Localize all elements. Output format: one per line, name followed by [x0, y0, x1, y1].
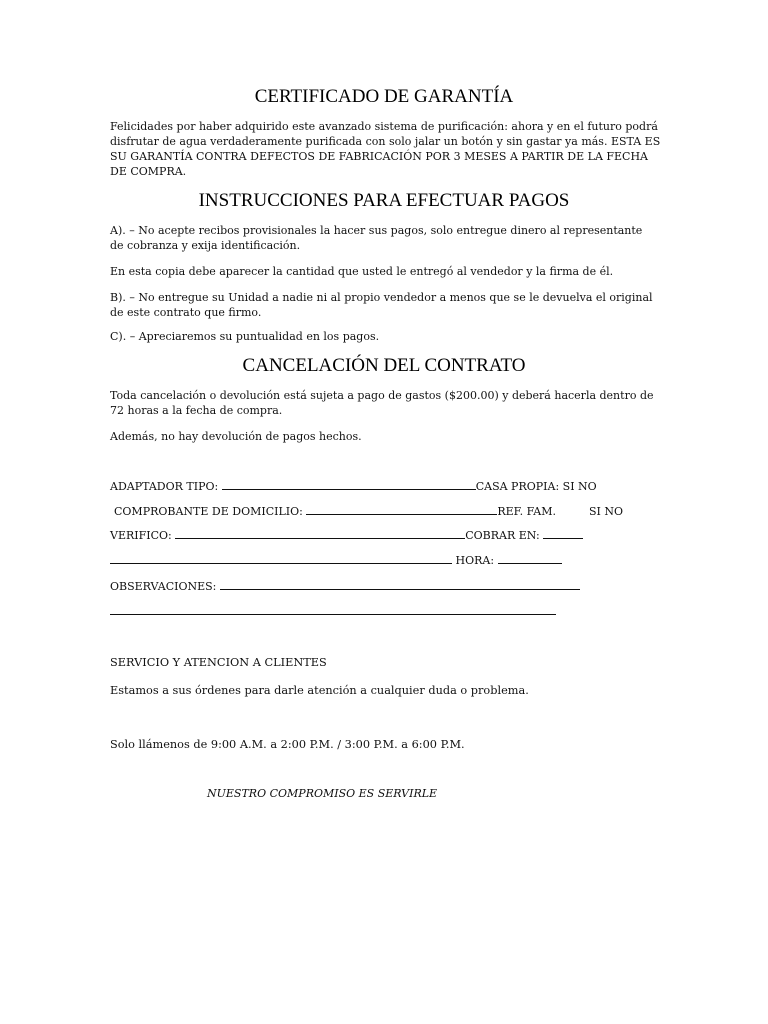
hora-row — [110, 553, 562, 569]
verifico-label: VERIFICO: — [110, 529, 172, 542]
comprobante-label: COMPROBANTE DE DOMICILIO: — [114, 505, 303, 518]
verifico-row — [110, 528, 583, 544]
warranty-title: CERTIFICADO DE GARANTÍA — [254, 86, 514, 107]
cancellation-title: CANCELACIÓN DEL CONTRATO — [242, 355, 526, 376]
warranty-line-4: DE COMPRA. — [110, 165, 187, 178]
hora-input-line[interactable] — [498, 553, 562, 564]
payments-copy-note: En esta copia debe aparecer la cantidad que usted le entregó al vendedor y la firma de él. — [110, 265, 614, 278]
payments-b-line-1: B). – No entregue su Unidad a nadie ni al propio vendedor a menos que se le devuelva el original — [110, 291, 653, 304]
adaptador-input-line[interactable] — [222, 479, 476, 490]
payments-a-line-1: A). – No acepte recibos provisionales la hacer sus pagos, solo entregue dinero al representante — [110, 224, 643, 237]
casa-propia-label: CASA PROPIA: — [475, 480, 560, 493]
warranty-line-2: disfrutar de agua verdaderamente purificada con solo jalar un botón y sin gastar ya más. ESTA ES — [110, 135, 661, 148]
service-slogan: NUESTRO COMPROMISO ES SERVIRLE — [207, 787, 438, 800]
ref-fam-options[interactable]: SI NO — [588, 505, 623, 518]
payments-b-line-2: de este contrato que firmo. — [110, 306, 262, 319]
casa-propia-options[interactable]: SI NO — [562, 480, 597, 493]
cancellation-line-2: 72 horas a la fecha de compra. — [110, 404, 283, 417]
observaciones-input-line[interactable] — [220, 579, 580, 590]
verifico-input-line[interactable] — [175, 528, 465, 539]
cobrar-en-label: COBRAR EN: — [465, 529, 540, 542]
blank-input-line[interactable] — [110, 553, 452, 564]
cancellation-line-1: Toda cancelación o devolución está sujeta a pago de gastos ($200.00) y deberá hacerla dentro de — [110, 389, 654, 402]
adaptador-label: ADAPTADOR TIPO: — [110, 480, 219, 493]
observaciones-label: OBSERVACIONES: — [110, 580, 217, 593]
payments-c-line: C). – Apreciaremos su puntualidad en los pagos. — [110, 330, 380, 343]
observaciones-extra-line[interactable] — [110, 614, 556, 615]
payments-title: INSTRUCCIONES PARA EFECTUAR PAGOS — [198, 190, 570, 211]
service-hours: Solo llámenos de 9:00 A.M. a 2:00 P.M. / 3:00 P.M. a 6:00 P.M. — [110, 738, 465, 751]
cobrar-en-input-line[interactable] — [543, 528, 583, 539]
warranty-line-1: Felicidades por haber adquirido este avanzado sistema de purificación: ahora y en el futuro podrá — [110, 120, 658, 133]
hora-label: HORA: — [455, 554, 495, 567]
payments-a-line-2: de cobranza y exija identificación. — [110, 239, 301, 252]
comprobante-input-line[interactable] — [306, 504, 497, 515]
adaptador-row — [110, 479, 597, 495]
comprobante-row — [114, 504, 623, 520]
warranty-line-3: SU GARANTÍA CONTRA DEFECTOS DE FABRICACIÓN POR 3 MESES A PARTIR DE LA FECHA — [110, 150, 648, 163]
observaciones-row — [110, 579, 580, 595]
ref-fam-label: REF. FAM. — [497, 505, 556, 518]
cancellation-note: Además, no hay devolución de pagos hechos. — [110, 430, 362, 443]
service-line: Estamos a sus órdenes para darle atención a cualquier duda o problema. — [110, 684, 529, 697]
service-title: SERVICIO Y ATENCION A CLIENTES — [110, 656, 327, 669]
